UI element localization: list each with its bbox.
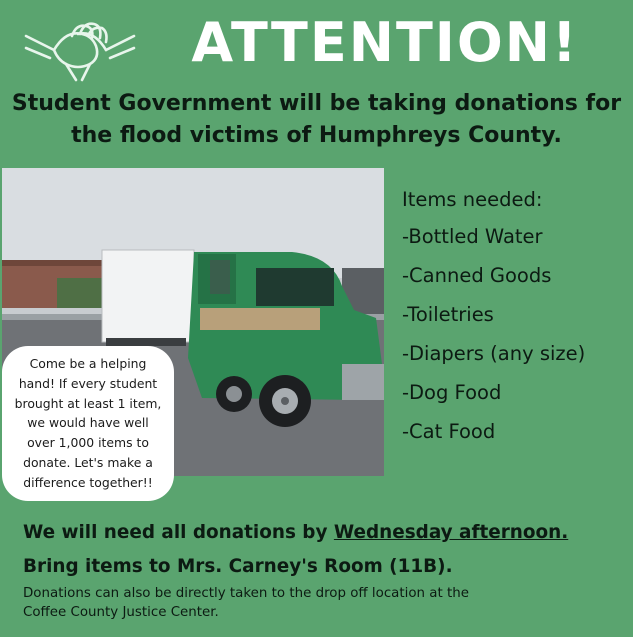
bubble-line: hand! If every student <box>18 375 158 391</box>
bubble-line: difference together!! <box>23 474 153 490</box>
attention-headline: ATTENTION! <box>191 11 579 74</box>
alternate-drop-off-note <box>23 584 623 622</box>
list-item: -Diapers (any size) <box>402 342 586 365</box>
list-item: -Canned Goods <box>402 264 552 287</box>
items-needed-list <box>402 188 632 458</box>
announcement-line-1: Student Government will be taking donations for <box>11 91 622 116</box>
note-line-2: Coffee County Justice Center. <box>23 605 219 620</box>
bubble-line: we would have well <box>27 415 149 431</box>
helping-hands-icon <box>20 6 140 86</box>
bubble-line: over 1,000 items to <box>27 435 149 451</box>
announcement-line-2: the flood victims of Humphreys County. <box>71 123 562 148</box>
deadline-prefix: We will need all donations by <box>23 522 334 543</box>
bubble-line: brought at least 1 item, <box>14 395 162 411</box>
list-item: -Cat Food <box>402 420 496 443</box>
drop-room-line: Bring items to Mrs. Carney's Room (11B). <box>23 556 453 577</box>
list-item: -Toiletries <box>402 303 494 326</box>
deadline-line <box>23 516 623 550</box>
donation-announcement <box>0 88 633 152</box>
deadline-day: Wednesday afternoon. <box>333 522 569 543</box>
bubble-line: Come be a helping <box>29 356 147 371</box>
deadline-info <box>23 516 623 584</box>
note-line-1: Donations can also be directly taken to the drop off location at the <box>23 586 469 601</box>
bubble-line: donate. Let's make a <box>23 454 153 470</box>
list-item: -Dog Food <box>402 381 502 404</box>
list-item: -Bottled Water <box>402 225 543 248</box>
items-heading: Items needed: <box>402 188 543 211</box>
speech-bubble <box>2 346 174 501</box>
